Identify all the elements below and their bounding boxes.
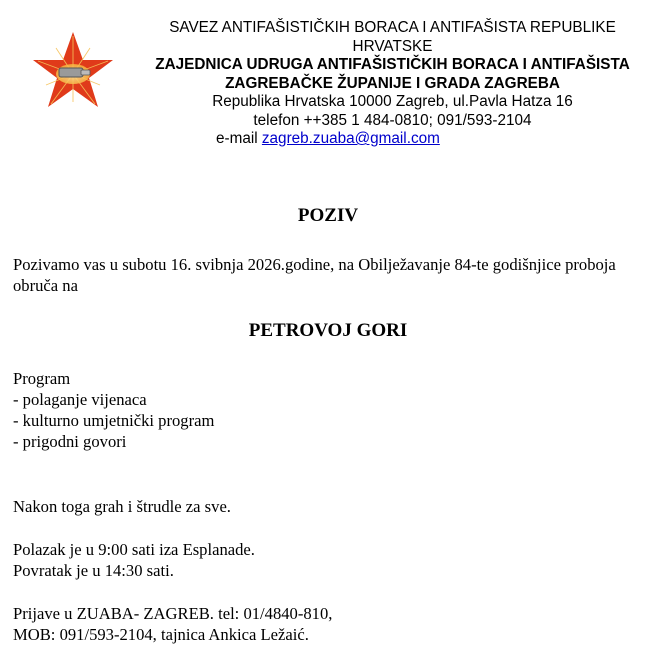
email-link[interactable]: zagreb.zuaba@gmail.com (261, 130, 440, 147)
return-time: Povratak je u 14:30 sati. (13, 561, 174, 580)
intro-paragraph: Pozivamo vas u subotu 16. svibnja 2026.godine, na Obilježavanje 84-te godišnjice proboja obruča na (13, 255, 616, 295)
association-name-line-2: ZAGREBAČKE ŽUPANIJE I GRADA ZAGREBA (225, 74, 560, 92)
program-item: - prigodni govori (13, 432, 127, 451)
contact-line-2: MOB: 091/593-2104, tajnica Ankica Ležaić. (13, 625, 309, 644)
departure-time: Polazak je u 9:00 sati iza Esplanade. (13, 540, 255, 559)
federation-name-line-2: HRVATSKE (352, 37, 433, 55)
location-title: PETROVOJ GORI (248, 320, 408, 341)
program-item: - polaganje vijenaca (13, 390, 147, 409)
address: Republika Hrvatska 10000 Zagreb, ul.Pavla Hatza 16 (212, 93, 573, 110)
program-item: - kulturno umjetnički program (13, 411, 215, 430)
refreshments-note: Nakon toga grah i štrudle za sve. (13, 497, 231, 516)
document-title: POZIV (297, 205, 359, 226)
contact-line-1: Prijave u ZUABA- ZAGREB. tel: 01/4840-810, (13, 604, 333, 623)
association-name-line-1: ZAJEDNICA UDRUGA ANTIFAŠISTIČKIH BORACA I ANTIFAŠISTA (155, 56, 630, 73)
email-label: e-mail (216, 130, 258, 147)
phone: telefon ++385 1 484-0810; 091/593-2104 (253, 111, 532, 129)
email-line (140, 130, 645, 149)
organization-header (140, 19, 645, 149)
program-list (13, 389, 214, 452)
federation-name-line-1: SAVEZ ANTIFAŠISTIČKIH BORACA I ANTIFAŠISTA REPUBLIKE (169, 19, 616, 36)
star-logo (30, 30, 116, 110)
program-heading: Program (13, 369, 71, 388)
